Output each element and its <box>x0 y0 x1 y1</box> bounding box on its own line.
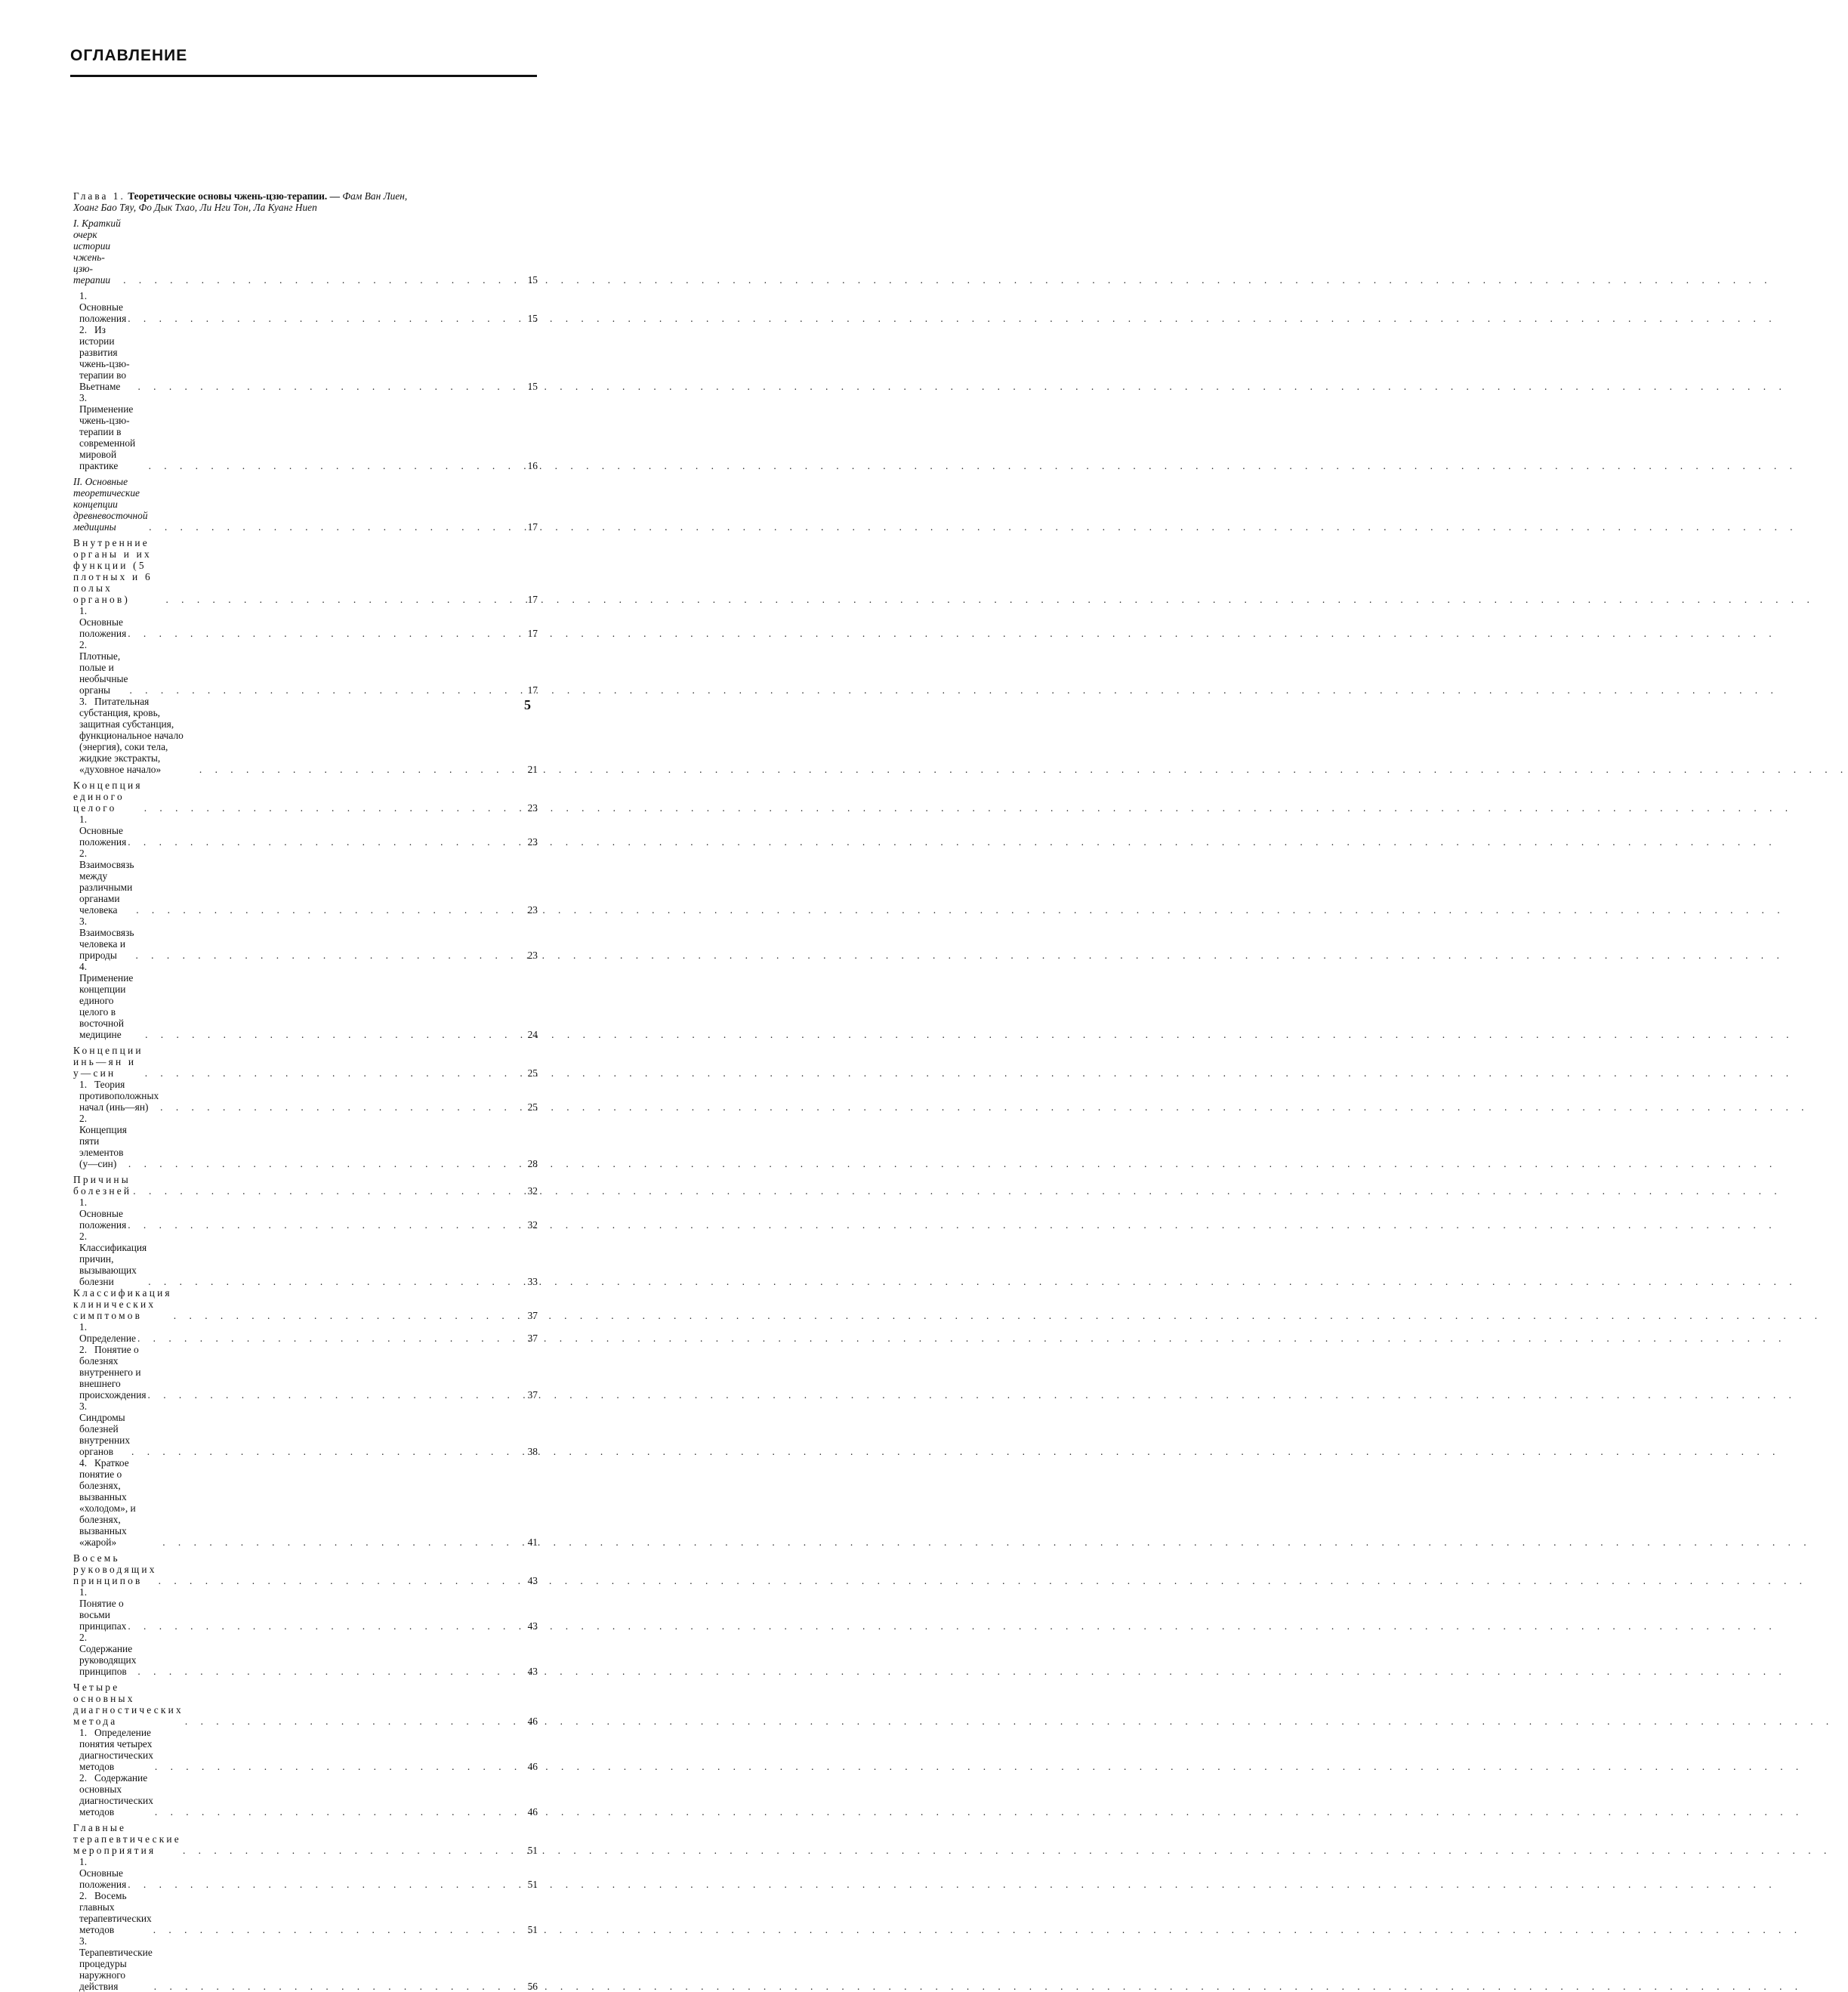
toc-item-number: 4. <box>79 1457 88 1469</box>
toc-item <box>73 1727 538 1772</box>
toc-entry-title: Содержание руководящих принципов <box>79 1643 137 1677</box>
toc-item <box>73 290 538 324</box>
toc-item-number: 2. <box>79 1113 88 1124</box>
toc-entry-title: Концепция пяти элементов (у—син) <box>79 1124 127 1169</box>
toc-page-number: 46 <box>527 1761 538 1772</box>
toc-item <box>73 1321 538 1344</box>
toc-entry-title: Терапевтические процедуры наружного действия <box>79 1947 153 1992</box>
toc-part <box>73 218 538 286</box>
toc-entry-title: Основные положения <box>79 616 127 639</box>
toc-item <box>73 1586 538 1632</box>
toc-entry-title: Питательная субстанция, кровь, защитная субстанция, функциональное начало (энергия), соки тела, жидкие экстракты, «духовное начало» <box>79 696 184 775</box>
toc-section <box>73 537 538 605</box>
toc-item-number: 2. <box>79 324 88 335</box>
toc-entry-title: Определение <box>79 1333 136 1344</box>
toc-section <box>73 780 538 814</box>
toc-entry-title: Восемь главных терапевтических методов <box>79 1890 152 1935</box>
title-rule <box>70 75 537 77</box>
leader-dots <box>198 764 518 775</box>
toc-item-number: 2. <box>79 1890 88 1901</box>
toc-page-number: 37 <box>527 1389 538 1401</box>
toc-page-number: 23 <box>527 802 538 814</box>
toc-entry-title: Понятие о восьми принципах <box>79 1598 127 1632</box>
toc-item <box>73 1401 538 1457</box>
toc-item <box>73 392 538 471</box>
leader-dots <box>159 1101 518 1113</box>
toc-page-number: 23 <box>527 904 538 916</box>
leader-dots <box>153 1761 518 1772</box>
toc-item <box>73 696 538 775</box>
toc-entry-title: Основные положения <box>79 1867 127 1890</box>
toc-page-number: 51 <box>527 1924 538 1935</box>
toc-section <box>73 1552 538 1586</box>
toc-entry-title: Четыре основных диагностических метода <box>73 1682 184 1727</box>
toc-item-number: 1. <box>79 1079 88 1090</box>
toc-page-number: 43 <box>527 1575 538 1586</box>
leader-dots <box>131 1185 518 1197</box>
toc-page-number: 15 <box>527 381 538 392</box>
toc-page-number: 17 <box>527 521 538 533</box>
toc-page-number: 46 <box>527 1716 538 1727</box>
leader-dots <box>134 904 518 916</box>
toc-entry-title: Классификация клинических симптомов <box>73 1287 172 1321</box>
toc-item <box>73 1856 538 1890</box>
toc-entry-title: Взаимосвязь человека и природы <box>79 927 134 961</box>
toc-entry-title: II. Основные теоретические концепции древневосточной медицины <box>73 476 148 533</box>
leader-dots <box>157 1575 518 1586</box>
leader-dots <box>147 1389 518 1401</box>
toc-item-number: 1. <box>79 290 88 301</box>
leader-dots <box>136 381 518 392</box>
toc-page-number: 16 <box>527 460 538 471</box>
toc-entry-title: Главные терапевтические мероприятия <box>73 1822 181 1856</box>
table-of-contents <box>73 190 538 1992</box>
toc-entry-title: Основные положения <box>79 301 127 324</box>
leader-dots <box>134 950 518 961</box>
toc-item <box>73 1890 538 1935</box>
toc-item <box>73 1079 538 1113</box>
toc-entry-title: Синдромы болезней внутренних органов <box>79 1412 131 1457</box>
toc-item-number: 3. <box>79 696 88 707</box>
toc-section <box>73 1045 538 1079</box>
chapter-authors-line2: Хоанг Бао Тяу, Фо Дык Тхао, Ли Нги Тон, Ла Куанг Ниеп <box>73 202 317 213</box>
toc-item-number: 1. <box>79 1586 88 1598</box>
leader-dots <box>172 1310 518 1321</box>
toc-item-number: 2. <box>79 639 88 650</box>
leader-dots <box>148 521 518 533</box>
leader-dots <box>181 1845 518 1856</box>
toc-page-number: 43 <box>527 1666 538 1677</box>
toc-item-number: 4. <box>79 961 88 972</box>
toc-page-number: 51 <box>527 1879 538 1890</box>
toc-page-number: 24 <box>527 1029 538 1040</box>
toc-page-number: 37 <box>527 1333 538 1344</box>
toc-page-number: 17 <box>527 594 538 605</box>
toc-item <box>73 1632 538 1677</box>
toc-item <box>73 1231 538 1287</box>
leader-dots <box>161 1536 518 1548</box>
toc-page-number: 56 <box>527 1981 538 1992</box>
toc-entry-title: Основные положения <box>79 825 127 848</box>
toc-page-number: 23 <box>527 950 538 961</box>
toc-entry-title: Восемь руководящих принципов <box>73 1552 157 1586</box>
leader-dots <box>143 802 518 814</box>
toc-item-number: 1. <box>79 1727 88 1738</box>
toc-section <box>73 1822 538 1856</box>
leader-dots <box>126 836 518 848</box>
leader-dots <box>143 1067 518 1079</box>
toc-entries <box>73 218 538 1992</box>
toc-entry-title: Основные положения <box>79 1208 127 1231</box>
toc-page-number: 46 <box>527 1806 538 1818</box>
toc-item <box>73 1772 538 1818</box>
toc-page-number: 25 <box>527 1067 538 1079</box>
toc-item-number: 2. <box>79 1344 88 1355</box>
toc-item-number: 2. <box>79 1772 88 1784</box>
page-number: 5 <box>524 697 531 712</box>
toc-entry-title: Теория противоположных начал (инь—ян) <box>79 1079 159 1113</box>
toc-item-number: 1. <box>79 814 88 825</box>
leader-dots <box>184 1716 518 1727</box>
toc-page-number: 33 <box>527 1276 538 1287</box>
leader-dots <box>153 1981 518 1992</box>
toc-item-number: 3. <box>79 392 88 403</box>
toc-item <box>73 1113 538 1169</box>
toc-item <box>73 639 538 696</box>
toc-entry-title: Применение концепции единого целого в восточной медицине <box>79 972 134 1040</box>
toc-entry-title: Содержание основных диагностических методов <box>79 1772 153 1818</box>
toc-item <box>73 961 538 1040</box>
page-title: ОГЛАВЛЕНИЕ <box>70 47 188 64</box>
toc-entry-title: I. Краткий очерк истории чжень-цзю-терапии <box>73 218 121 286</box>
toc-entry-title: Внутренние органы и их функции (5 плотных и 6 полых органов) <box>73 537 153 605</box>
toc-page-number: 15 <box>527 313 538 324</box>
toc-part <box>73 476 538 533</box>
toc-item-number: 3. <box>79 1935 88 1947</box>
chapter-heading <box>73 190 538 213</box>
leader-dots <box>126 1219 518 1231</box>
leader-dots <box>128 684 518 696</box>
toc-page-number: 15 <box>527 274 538 286</box>
leader-dots <box>147 460 518 471</box>
toc-page-number: 51 <box>527 1845 538 1856</box>
leader-dots <box>126 1620 518 1632</box>
toc-entry-title: Взаимосвязь между различными органами человека <box>79 859 134 916</box>
toc-item <box>73 605 538 639</box>
toc-item-number: 2. <box>79 1632 88 1643</box>
toc-page-number: 25 <box>527 1101 538 1113</box>
toc-item-number: 1. <box>79 1197 88 1208</box>
leader-dots <box>136 1333 518 1344</box>
toc-item <box>73 916 538 961</box>
toc-item-number: 1. <box>79 1321 88 1333</box>
toc-entry-title: Из истории развития чжень-цзю-терапии во Вьетнаме <box>79 324 130 392</box>
toc-page-number: 17 <box>527 628 538 639</box>
toc-entry-title: Плотные, полые и необычные органы <box>79 650 128 696</box>
toc-item <box>73 1197 538 1231</box>
toc-item-number: 2. <box>79 848 88 859</box>
toc-entry-title: Краткое понятие о болезнях, вызванных «холодом», и болезнях, вызванных «жарой» <box>79 1457 136 1548</box>
leader-dots <box>152 1924 518 1935</box>
leader-dots <box>143 1029 518 1040</box>
toc-page-number: 38 <box>527 1446 538 1457</box>
leader-dots <box>122 274 518 286</box>
toc-item <box>73 814 538 848</box>
toc-page-number: 21 <box>527 764 538 775</box>
toc-item <box>73 1344 538 1401</box>
toc-item-number: 3. <box>79 1401 88 1412</box>
toc-item <box>73 848 538 916</box>
toc-page-number: 37 <box>527 1310 538 1321</box>
toc-section <box>73 1174 538 1197</box>
leader-dots <box>126 1879 518 1890</box>
toc-entry-title: Понятие о болезнях внутреннего и внешнего происхождения <box>79 1344 147 1401</box>
toc-section <box>73 1682 538 1727</box>
leader-dots <box>147 1276 518 1287</box>
chapter-title: Теоретические основы чжень-цзю-терапии. — <box>128 190 340 202</box>
toc-item <box>73 324 538 392</box>
toc-page-number: 32 <box>527 1219 538 1231</box>
toc-page-number: 43 <box>527 1620 538 1632</box>
toc-entry-title: Определение понятия четырех диагностических методов <box>79 1727 153 1772</box>
toc-entry-title: Концепция единого целого <box>73 780 143 814</box>
leader-dots <box>164 594 518 605</box>
leader-dots <box>126 313 518 324</box>
toc-item-number: 1. <box>79 605 88 616</box>
leader-dots <box>126 628 518 639</box>
toc-item-number: 3. <box>79 916 88 927</box>
toc-page-number: 17 <box>527 684 538 696</box>
toc-item-number: 2. <box>79 1231 88 1242</box>
toc-entry-title: Причины болезней <box>73 1174 132 1197</box>
toc-item <box>73 1457 538 1548</box>
toc-entry-title: Классификация причин, вызывающих болезни <box>79 1242 147 1287</box>
chapter-label: Глава 1. <box>73 190 125 202</box>
toc-entry-title: Концепции инь—ян и у—син <box>73 1045 143 1079</box>
leader-dots <box>153 1806 518 1818</box>
chapter-authors-line1: Фам Ван Лиен, <box>342 190 408 202</box>
leader-dots <box>130 1446 518 1457</box>
toc-page-number: 23 <box>527 836 538 848</box>
toc-page-number: 28 <box>527 1158 538 1169</box>
leader-dots <box>127 1158 518 1169</box>
toc-entry-title: Применение чжень-цзю-терапии в современной мировой практике <box>79 403 136 471</box>
toc-page-number: 41 <box>527 1536 538 1548</box>
toc-item-number: 1. <box>79 1856 88 1867</box>
toc-item <box>73 1935 538 1992</box>
leader-dots <box>136 1666 518 1677</box>
toc-section <box>73 1287 538 1321</box>
toc-page-number: 32 <box>527 1185 538 1197</box>
